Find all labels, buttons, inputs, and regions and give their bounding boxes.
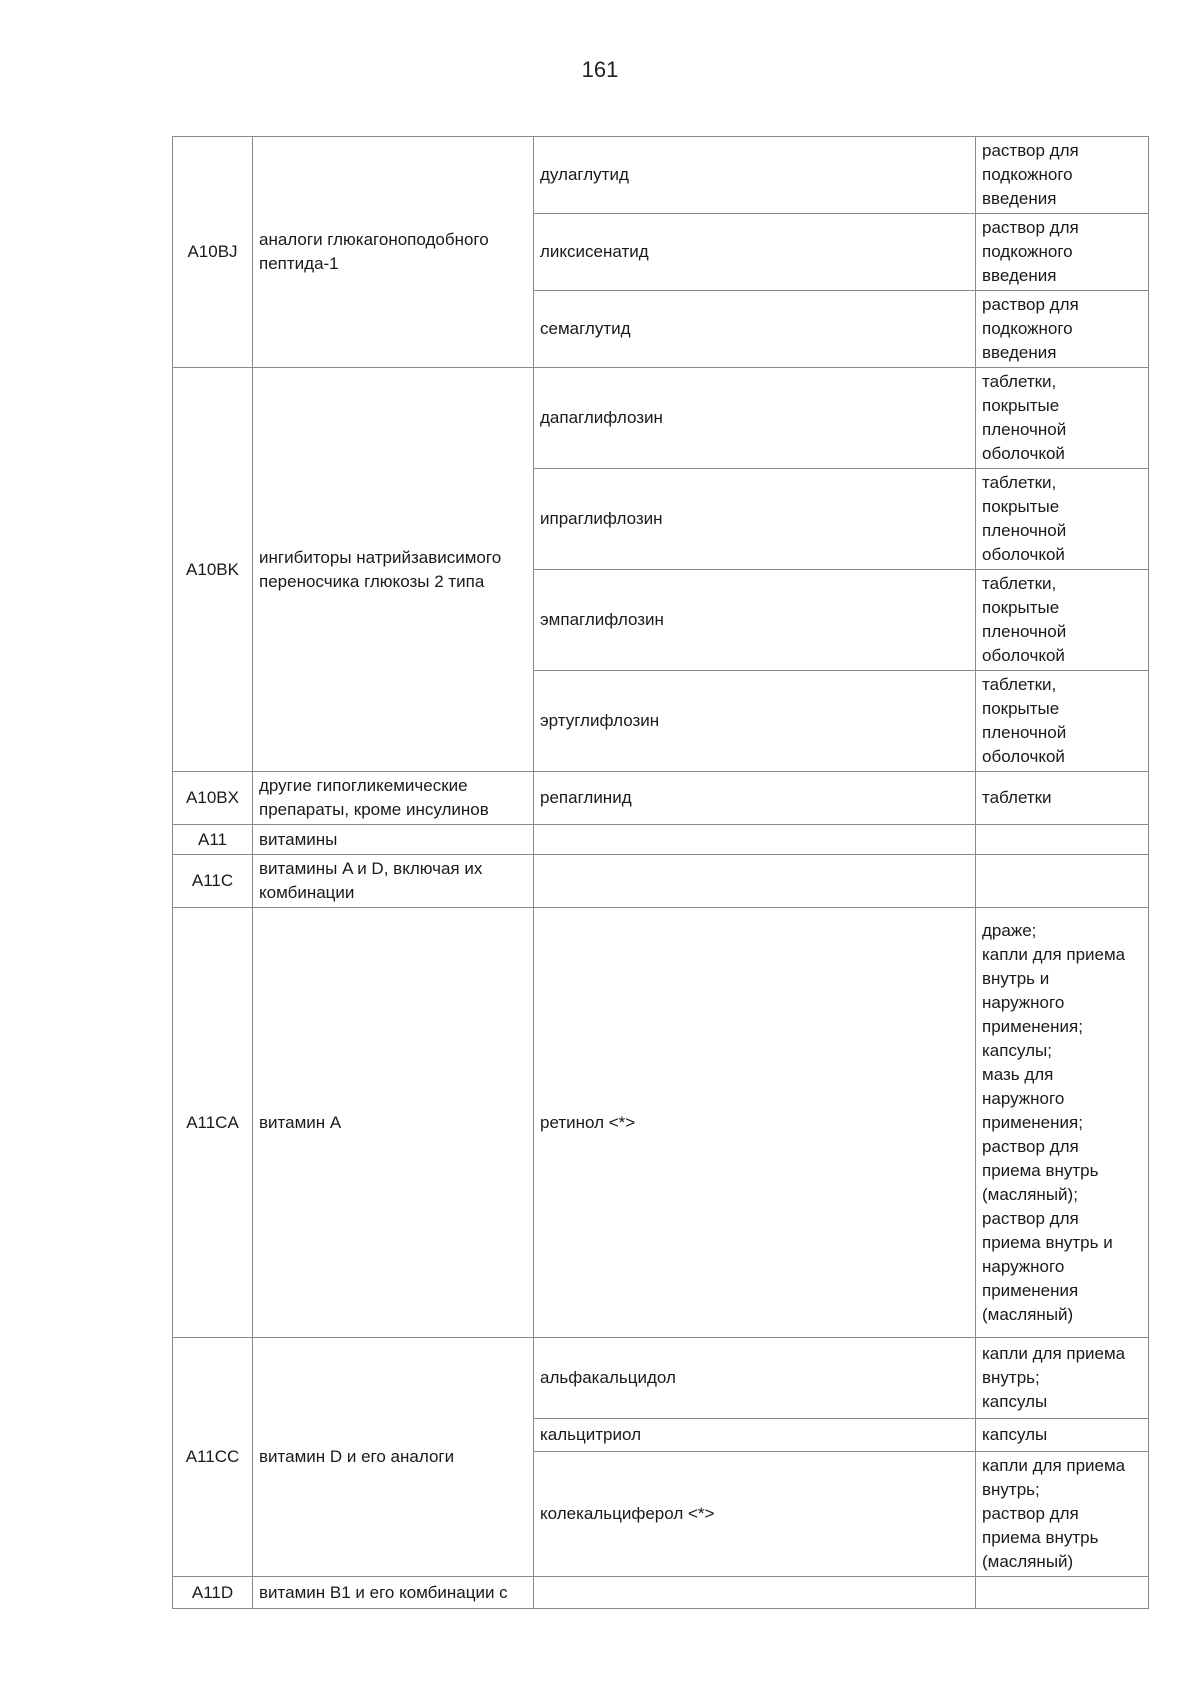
dosage-form (976, 1577, 1149, 1609)
dosage-form: таблетки, покрытые пленочной оболочкой (976, 368, 1149, 469)
drug-name (534, 825, 976, 855)
dosage-form: драже; капли для приема внутрь и наружного применения; капсулы; мазь для наружного применения; раствор для приема внутрь (масляный); раствор для приема внутрь и наружного применения (масляный) (976, 908, 1149, 1338)
group-name: витамин D и его аналоги (253, 1338, 534, 1577)
group-name: аналоги глюкагоноподобного пептида-1 (253, 137, 534, 368)
drug-name: дулаглутид (534, 137, 976, 214)
table-row (173, 1338, 1149, 1419)
group-name: витамины A и D, включая их комбинации (253, 855, 534, 908)
atc-code: A10BJ (173, 137, 253, 368)
table-row (173, 825, 1149, 855)
drug-name: ретинол <*> (534, 908, 976, 1338)
page-number: 161 (581, 57, 619, 82)
atc-code: A10BX (173, 772, 253, 825)
group-name: витамин A (253, 908, 534, 1338)
drug-name: семаглутид (534, 291, 976, 368)
drug-table (172, 136, 1149, 1609)
atc-code: A10BK (173, 368, 253, 772)
dosage-form: таблетки, покрытые пленочной оболочкой (976, 671, 1149, 772)
table-row (173, 772, 1149, 825)
group-name: витамин B1 и его комбинации с (253, 1577, 534, 1609)
dosage-form: капли для приема внутрь; раствор для приема внутрь (масляный) (976, 1452, 1149, 1577)
drug-name (534, 1577, 976, 1609)
dosage-form: таблетки, покрытые пленочной оболочкой (976, 570, 1149, 671)
drug-name: колекальциферол <*> (534, 1452, 976, 1577)
table-row (173, 137, 1149, 214)
atc-code: A11 (173, 825, 253, 855)
dosage-form: таблетки, покрытые пленочной оболочкой (976, 469, 1149, 570)
drug-name: дапаглифлозин (534, 368, 976, 469)
drug-name: эмпаглифлозин (534, 570, 976, 671)
atc-code: A11D (173, 1577, 253, 1609)
dosage-form: капли для приема внутрь; капсулы (976, 1338, 1149, 1419)
drug-name: кальцитриол (534, 1419, 976, 1452)
dosage-form (976, 855, 1149, 908)
drug-name: ипраглифлозин (534, 469, 976, 570)
group-name: витамины (253, 825, 534, 855)
dosage-form: раствор для подкожного введения (976, 291, 1149, 368)
table-row (173, 1577, 1149, 1609)
dosage-form: раствор для подкожного введения (976, 214, 1149, 291)
drug-name: альфакальцидол (534, 1338, 976, 1419)
group-name: ингибиторы натрийзависимого переносчика глюкозы 2 типа (253, 368, 534, 772)
atc-code: A11C (173, 855, 253, 908)
dosage-form: таблетки (976, 772, 1149, 825)
drug-name: ликсисенатид (534, 214, 976, 291)
dosage-form: раствор для подкожного введения (976, 137, 1149, 214)
atc-code: A11CC (173, 1338, 253, 1577)
group-name: другие гипогликемические препараты, кроме инсулинов (253, 772, 534, 825)
table-row (173, 368, 1149, 469)
drug-name: эртуглифлозин (534, 671, 976, 772)
dosage-form: капсулы (976, 1419, 1149, 1452)
drug-name: репаглинид (534, 772, 976, 825)
table-row (173, 908, 1149, 1338)
table-row (173, 855, 1149, 908)
dosage-form (976, 825, 1149, 855)
atc-code: A11CA (173, 908, 253, 1338)
drug-name (534, 855, 976, 908)
